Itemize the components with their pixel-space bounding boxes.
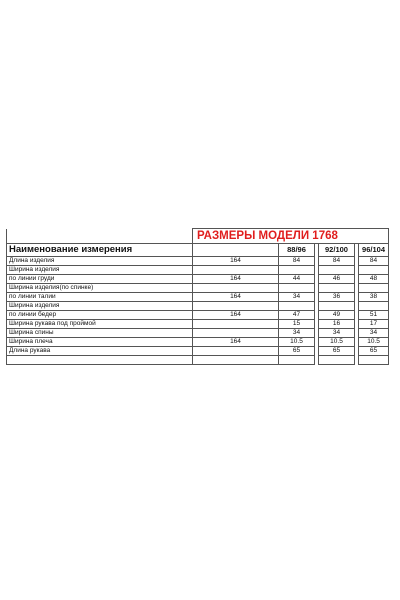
table-row [7, 293, 389, 302]
size-1-value: 34 [279, 293, 315, 302]
size-2-value: 49 [319, 311, 355, 320]
measurement-label: по линии бедер [7, 311, 193, 320]
table-row [7, 257, 389, 266]
base-height-value: 164 [193, 311, 279, 320]
size-1-value [279, 302, 315, 311]
size-2-value [319, 302, 355, 311]
header-row [7, 244, 389, 257]
size-1-value: 84 [279, 257, 315, 266]
size-2-value: 16 [319, 320, 355, 329]
size-3-value: 38 [359, 293, 389, 302]
base-height-value: 164 [193, 293, 279, 302]
table-row [7, 302, 389, 311]
size-1-value: 65 [279, 347, 315, 356]
measurement-label: Ширина рукава под проймой [7, 320, 193, 329]
size-2-value [319, 266, 355, 275]
size-3-value: 34 [359, 329, 389, 338]
base-height-value: 164 [193, 275, 279, 284]
table-row [7, 284, 389, 293]
size-1-value [279, 266, 315, 275]
measurement-label: Ширина изделия [7, 302, 193, 311]
size-header-1: 88/96 [279, 244, 315, 257]
base-height-value [193, 329, 279, 338]
base-height-value [193, 302, 279, 311]
table-row [7, 275, 389, 284]
size-2-value: 65 [319, 347, 355, 356]
table-row [7, 311, 389, 320]
measurement-label: Длина изделия [7, 257, 193, 266]
base-height-value [193, 266, 279, 275]
header-base-cell [193, 244, 279, 257]
size-1-value: 15 [279, 320, 315, 329]
base-height-value [193, 320, 279, 329]
table-title: РАЗМЕРЫ МОДЕЛИ 1768 [193, 229, 389, 244]
size-2-value [319, 284, 355, 293]
empty-cell [359, 356, 389, 365]
table-row [7, 338, 389, 347]
size-2-value: 84 [319, 257, 355, 266]
size-3-value: 65 [359, 347, 389, 356]
empty-cell [279, 356, 315, 365]
size-3-value: 48 [359, 275, 389, 284]
base-height-value [193, 284, 279, 293]
size-3-value: 84 [359, 257, 389, 266]
size-1-value: 10.5 [279, 338, 315, 347]
size-3-value: 51 [359, 311, 389, 320]
measurement-label: Ширина плеча [7, 338, 193, 347]
size-header-3: 96/104 [359, 244, 389, 257]
table-row [7, 320, 389, 329]
measurement-label: по линии талии [7, 293, 193, 302]
measurement-label: Длина рукава [7, 347, 193, 356]
size-2-value: 46 [319, 275, 355, 284]
table-row [7, 266, 389, 275]
size-3-value: 17 [359, 320, 389, 329]
size-2-value: 10.5 [319, 338, 355, 347]
table-row [7, 347, 389, 356]
measurement-label: Ширина спины [7, 329, 193, 338]
size-3-value [359, 284, 389, 293]
size-table [6, 228, 389, 365]
measurement-label: Ширина изделия(по спинке) [7, 284, 193, 293]
empty-cell [193, 356, 279, 365]
size-3-value [359, 302, 389, 311]
table-row [7, 329, 389, 338]
size-1-value: 34 [279, 329, 315, 338]
title-row [7, 229, 389, 244]
empty-row [7, 356, 389, 365]
base-height-value: 164 [193, 338, 279, 347]
size-3-value [359, 266, 389, 275]
measurement-label: Ширина изделия [7, 266, 193, 275]
empty-cell [319, 356, 355, 365]
table-body [7, 229, 389, 365]
size-1-value: 47 [279, 311, 315, 320]
size-1-value [279, 284, 315, 293]
size-header-2: 92/100 [319, 244, 355, 257]
base-height-value: 164 [193, 257, 279, 266]
size-2-value: 34 [319, 329, 355, 338]
empty-cell [7, 356, 193, 365]
size-2-value: 36 [319, 293, 355, 302]
size-3-value: 10.5 [359, 338, 389, 347]
base-height-value [193, 347, 279, 356]
header-label: Наименование измерения [7, 244, 193, 257]
measurement-label: по линии груди [7, 275, 193, 284]
title-spacer [7, 229, 193, 244]
size-1-value: 44 [279, 275, 315, 284]
